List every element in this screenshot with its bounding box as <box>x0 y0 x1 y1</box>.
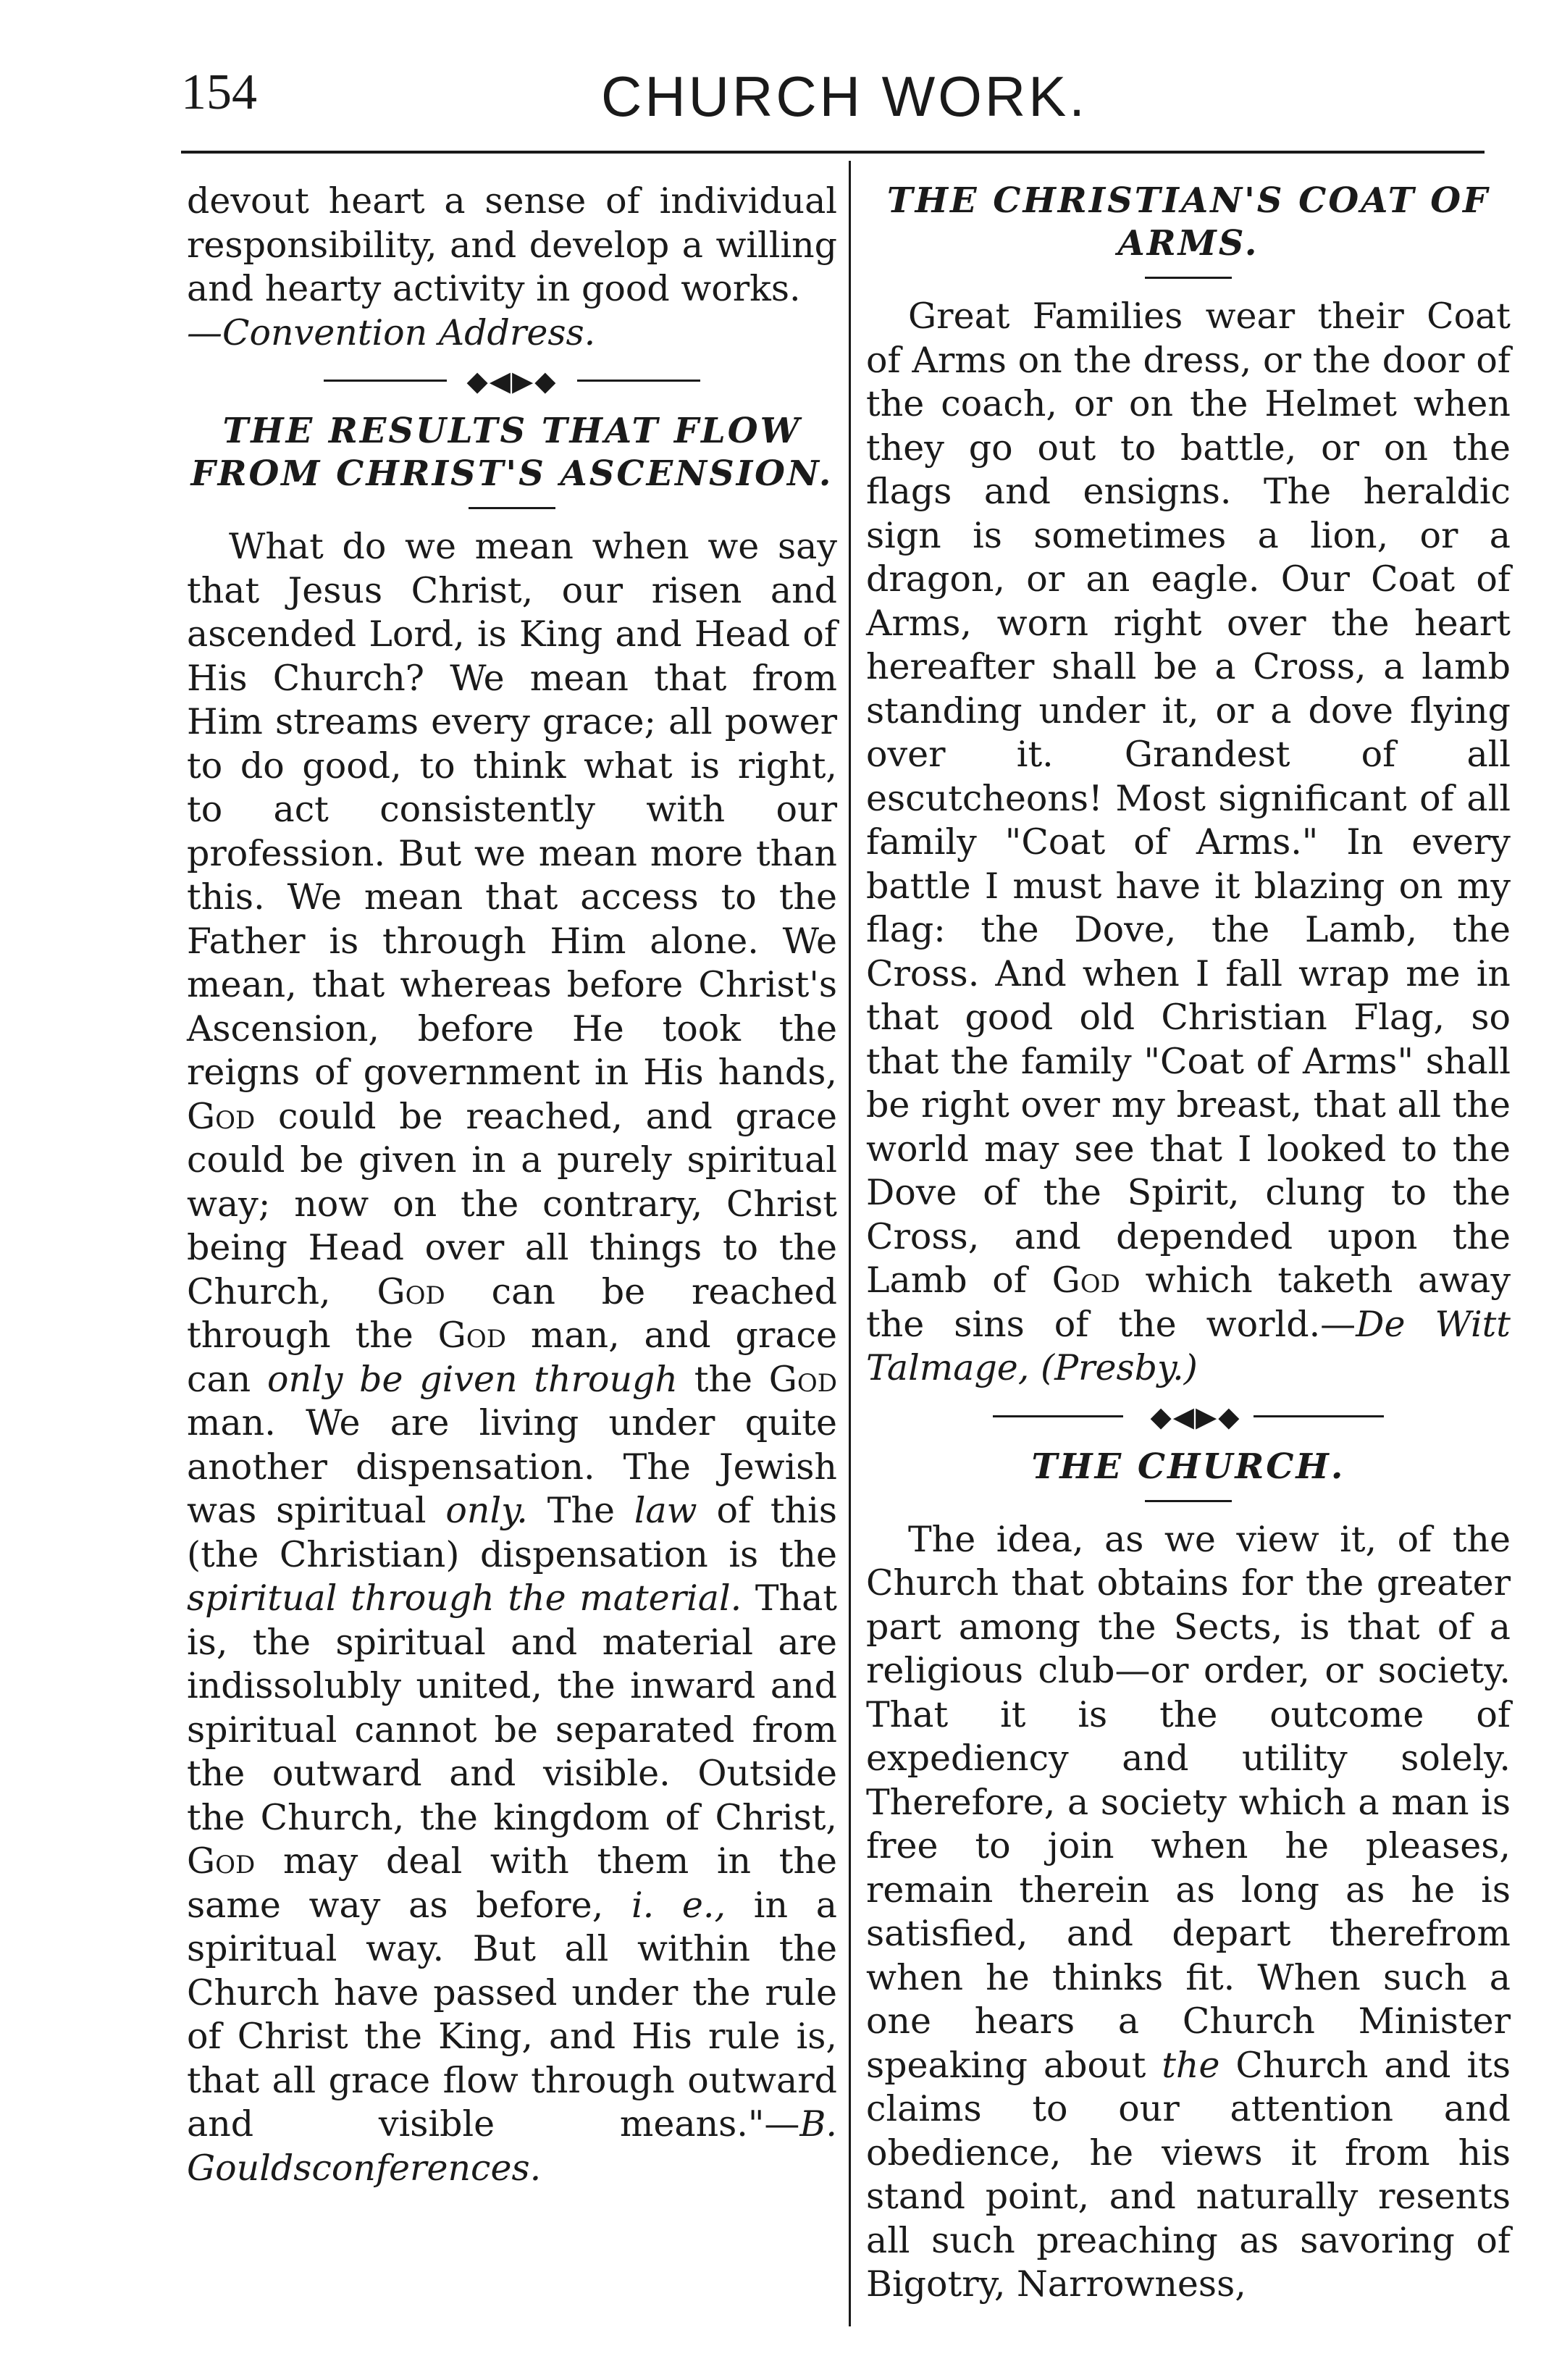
text-run: may deal with them in the same way as before, <box>187 1840 837 1926</box>
coat-of-arms-paragraph <box>866 295 1511 1391</box>
attribution-italic: B. Gouldsconferences. <box>187 2103 837 2189</box>
italic-run: the <box>1162 2044 1220 2086</box>
church-paragraph <box>866 1518 1511 2307</box>
running-head <box>181 64 1485 136</box>
ascension-paragraph <box>187 525 837 2190</box>
running-title: CHURCH WORK. <box>601 64 1088 128</box>
ornament-line-right <box>1254 1415 1384 1417</box>
italic-run: law <box>634 1490 697 1531</box>
heading-rule <box>469 507 555 509</box>
text-run: the <box>677 1358 769 1400</box>
carryover-paragraph: devout heart a sense of individual responsibility, and develop a willing and hearty activity in good works. <box>187 180 837 309</box>
text-run: in a spiritual way. But all within the Church have passed under the rule of Christ the King, and His rule is, that all grace flow through outward and visible means."— <box>187 1884 837 2145</box>
text-run: which taketh away the sins of the world.— <box>866 1260 1511 1345</box>
small-caps-god: God <box>377 1270 445 1312</box>
article-heading-coat-of-arms: THE CHRISTIAN'S COAT OF ARMS. <box>886 180 1490 264</box>
small-caps-god: God <box>768 1358 838 1400</box>
article-heading-ascension: THE RESULTS THAT FLOW FROM CHRIST'S ASCENSION. <box>190 411 834 494</box>
section-ornament <box>993 1401 1384 1433</box>
ornament-glyph: ◆◀▶◆ <box>1150 1400 1241 1433</box>
page-number: 154 <box>181 64 257 120</box>
text-run: Great Families wear their Coat of Arms on the dress, or the door of the coach, or on the Helmet when they go out to battle, or on the flags and ensigns. The heraldic sign is sometimes a lion, or a dragon, or an eagle. Our Coat of Arms, worn right over the heart hereafter shall be a Cross, a lamb standing under it, or a dove flying over it. Grandest of all escutcheons! Most significant of all family "Coat of Arms." In every battle I must have it blazing on my flag: the Dove, the Lamb, the Cross. And when I fall wrap me in that good old Christian Flag, so that the family "Coat of Arms" shall be right over my breast, that all the world may see that I looked to the Dove of the Spirit, clung to the Cross, and depended upon the Lamb of <box>866 296 1511 1301</box>
text-run: The idea, as we view it, of the Church that obtains for the greater part among the Sects, is that of a religious club—or order, or society. That it is the outcome of expediency and utility solely. Therefore, a society which a man is free to join when he pleases, remain therein as long as he is satisfied, and depart therefrom when he thinks fit. When such a one hears a Church Minister speaking about <box>866 1518 1511 2086</box>
text-run: The <box>527 1490 634 1531</box>
text-run: could be reached, and grace could be given in a purely spiritual way; now on the contrary, Christ being Head over all things to the Church, <box>187 1095 837 1312</box>
text-run: That is, the spiritual and material are indissolubly united, the inward and spiritual cannot be separated from the outward and visible. Outside the Church, the kingdom of Christ, <box>187 1577 837 1838</box>
attribution-italic: De Witt Talmage, (Presby.) <box>866 1303 1511 1388</box>
article-heading-church: THE CHURCH. <box>1031 1446 1345 1487</box>
left-column <box>187 180 837 2190</box>
text-run: of this (the Christian) dispensation is the <box>187 1490 837 1575</box>
carryover-attribution: —Convention Address. <box>187 311 596 353</box>
header-rule <box>181 151 1485 154</box>
section-ornament <box>324 365 700 397</box>
small-caps-god: God <box>187 1840 256 1882</box>
heading-rule <box>1145 277 1232 279</box>
text-run: man. We are living under quite another dispensation. The Jewish was spiritual <box>187 1402 837 1531</box>
heading-rule <box>1145 1500 1232 1502</box>
ornament-line-right <box>577 380 700 382</box>
italic-run: only. <box>445 1490 528 1531</box>
italic-run: spiritual through the material. <box>187 1577 742 1619</box>
text-run: can be reached through the <box>187 1270 838 1356</box>
column-divider <box>849 161 851 2326</box>
italic-run: i. e., <box>631 1884 726 1926</box>
right-column <box>866 180 1511 2307</box>
small-caps-god: God <box>187 1095 256 1137</box>
ornament-line-left <box>324 380 447 382</box>
small-caps-god: God <box>1051 1260 1120 1301</box>
italic-run: only be given through <box>266 1358 678 1400</box>
text-run: What do we mean when we say that Jesus Christ, our risen and ascended Lord, is King and Head of His Church? We mean that from Him streams every grace; all power to do good, to think what is right, to act consistently with our profession. But we mean more than this. We mean that access to the Father is through Him alone. We mean, that whereas before Christ's Ascension, before He took the reigns of government in His hands, <box>187 526 837 1093</box>
ornament-line-left <box>993 1415 1123 1417</box>
ornament-glyph: ◆◀▶◆ <box>466 365 558 397</box>
text-run: man, and grace can <box>187 1315 837 1400</box>
text-run: Church and its claims to our attention and obedience, he views it from his stand point, and naturally resents all such preaching as savoring of Bigotry, Narrowness, <box>866 2044 1511 2305</box>
small-caps-god: God <box>437 1315 506 1356</box>
